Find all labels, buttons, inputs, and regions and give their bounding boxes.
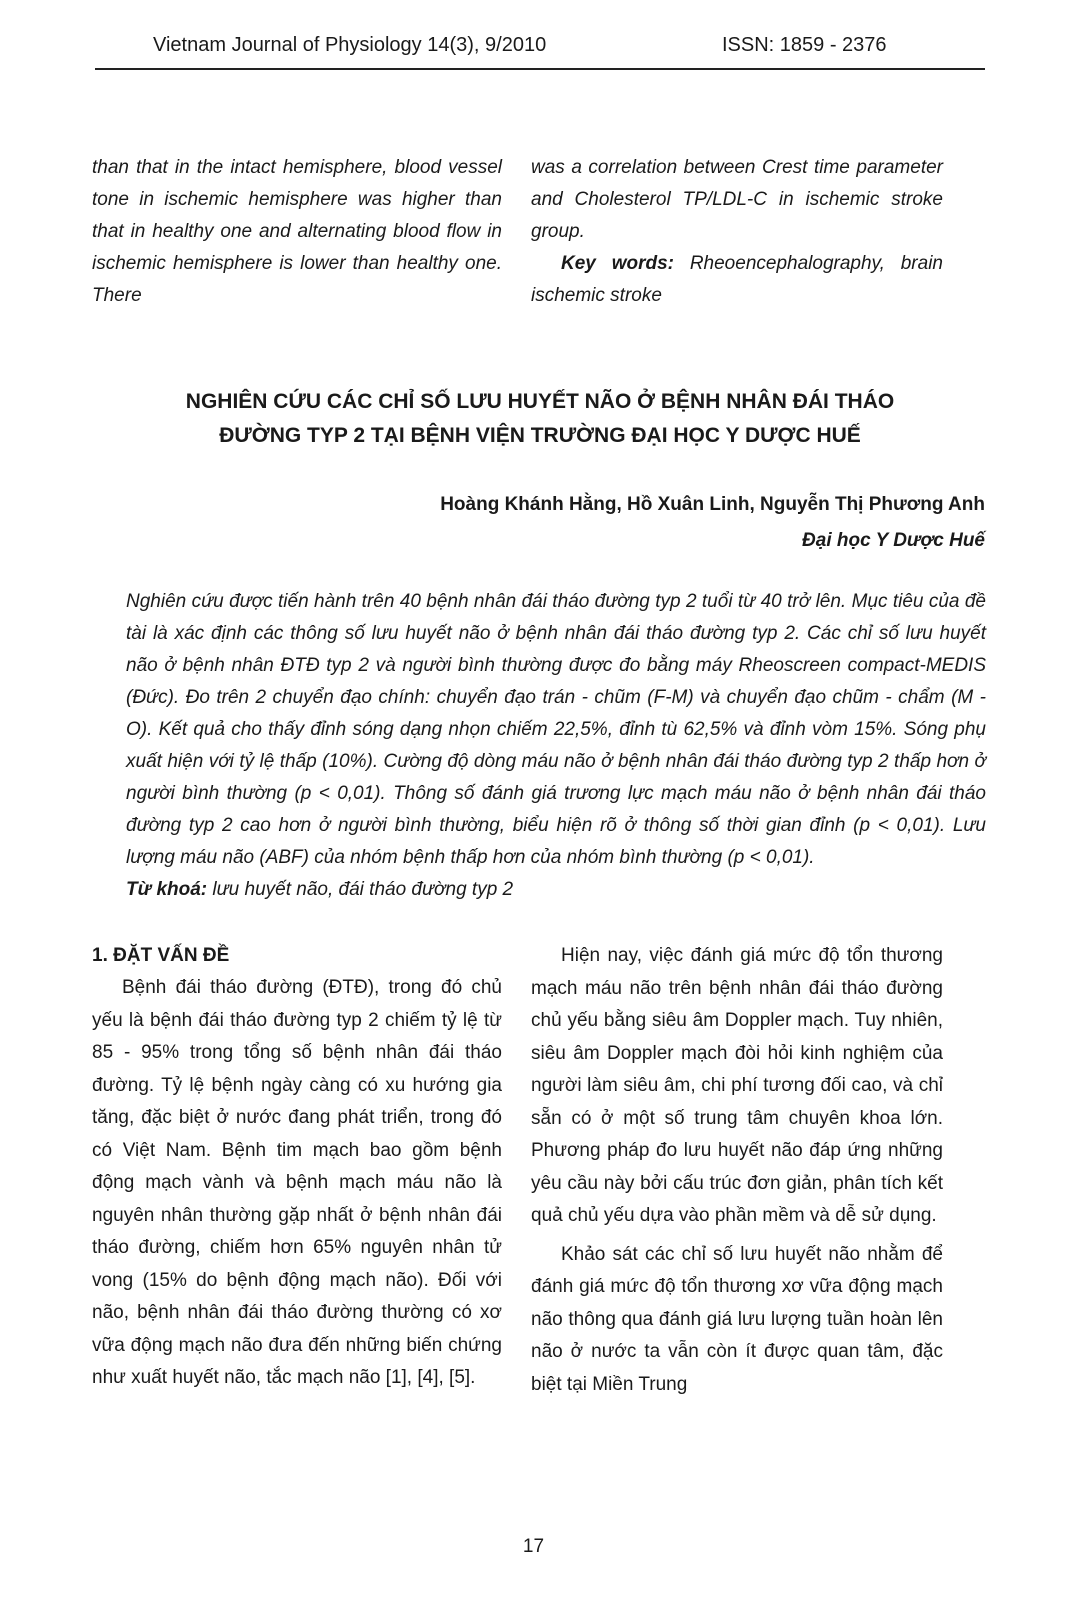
authors: Hoàng Khánh Hằng, Hồ Xuân Linh, Nguyễn Thị Phương Anh <box>440 494 985 515</box>
english-keywords <box>531 248 943 312</box>
abstract-text: Nghiên cứu được tiến hành trên 40 bệnh nhân đái tháo đường typ 2 tuổi từ 40 trở lên. Mục tiêu của đề tài là xác định các thông số lưu huyết não ở bệnh nhân đái tháo đường typ 2. Các chỉ số lưu huyết não ở bệnh nhân ĐTĐ typ 2 và người bình thường được đo bằng máy Rheoscreen compact-MEDIS (Đức). Đo trên 2 chuyển đạo chính: chuyển đạo trán - chũm (F-M) và chuyển đạo chũm - chẩm (M - O). Kết quả cho thấy đỉnh sóng dạng nhọn chiếm 22,5%, đỉnh tù 62,5% và đỉnh vòm 15%. Sóng phụ xuất hiện với tỷ lệ thấp (10%). Cường độ dòng máu não ở bệnh nhân đái tháo đường typ 2 thấp hơn ở người bình thường (p < 0,01). Thông số đánh giá trương lực mạch máu não ở bệnh nhân đái tháo đường typ 2 cao hơn ở người bình thường, biểu hiện rõ ở thông số thời gian đỉnh (p < 0,01). Lưu lượng máu não (ABF) của nhóm bệnh thấp hơn của nhóm bình thường (p < 0,01). <box>126 591 986 868</box>
article-title <box>95 385 985 453</box>
article-title-line-1: NGHIÊN CỨU CÁC CHỈ SỐ LƯU HUYẾT NÃO Ở BỆNH NHÂN ĐÁI THÁO <box>185 390 895 413</box>
english-keywords-text: Rheoencephalography, brain ischemic stroke <box>531 253 943 306</box>
english-abstract-left-text: than that in the intact hemisphere, blood vessel tone in ischemic hemisphere was higher than that in healthy one and alternating blood flow in ischemic hemisphere is lower than healthy one. There <box>92 157 502 306</box>
body-right-column <box>531 940 943 1401</box>
affiliation: Đại học Y Dược Huế <box>802 530 985 551</box>
intro-paragraph-3: Khảo sát các chỉ số lưu huyết não nhằm để đánh giá mức độ tổn thương xơ vữa động mạch não thông qua đánh giá lưu lượng tuần hoàn lên não ở nước ta vẫn còn ít được quan tâm, đặc biệt tại Miền Trung <box>531 1243 943 1395</box>
abstract-keywords-text: lưu huyết não, đái tháo đường typ 2 <box>212 879 514 900</box>
journal-name: Vietnam Journal of Physiology 14(3), 9/2010 <box>153 34 547 56</box>
english-abstract-right-column <box>531 152 943 312</box>
abstract-keywords <box>126 874 986 906</box>
english-keywords-label: Key words: <box>561 253 674 274</box>
english-abstract-right-text: was a correlation between Crest time parameter and Cholesterol TP/LDL-C in ischemic stroke group. <box>531 157 943 242</box>
section-heading: 1. ĐẶT VẤN ĐỀ <box>92 945 230 966</box>
intro-paragraph-2: Hiện nay, việc đánh giá mức độ tổn thương mạch máu não trên bệnh nhân đái tháo đường chủ yếu bằng siêu âm Doppler mạch. Tuy nhiên, siêu âm Doppler mạch đòi hỏi kinh nghiệm của người làm siêu âm, chi phí tương đối cao, và chỉ sẵn có ở một số trung tâm chuyên khoa lớn. Phương pháp đo lưu huyết não đáp ứng những yêu cầu này bởi cấu trúc đơn giản, phân tích kết quả chủ yếu dựa vào phần mềm và dễ sử dụng. <box>531 945 943 1226</box>
english-abstract-left-column <box>92 152 502 312</box>
page-number: 17 <box>522 1536 545 1557</box>
author-block <box>440 487 985 559</box>
header-rule <box>95 68 985 70</box>
body-left-column <box>92 940 502 1395</box>
issn: ISSN: 1859 - 2376 <box>722 34 887 56</box>
article-title-line-2: ĐƯỜNG TYP 2 TẠI BỆNH VIỆN TRƯỜNG ĐẠI HỌC Y DƯỢC HUẾ <box>219 424 861 447</box>
running-header <box>95 34 985 74</box>
vietnamese-abstract <box>126 586 986 906</box>
abstract-keywords-label: Từ khoá: <box>126 879 208 900</box>
intro-paragraph-1: Bệnh đái tháo đường (ĐTĐ), trong đó chủ yếu là bệnh đái tháo đường typ 2 chiếm tỷ lệ từ 85 - 95% trong tổng số bệnh nhân đái tháo đường. Tỷ lệ bệnh ngày càng có xu hướng gia tăng, đặc biệt ở nước đang phát triển, trong đó có Việt Nam. Bệnh tim mạch bao gồm bệnh động mạch vành và bệnh mạch máu não là nguyên nhân thường gặp nhất ở bệnh nhân đái tháo đường, chiếm hơn 65% nguyên nhân tử vong (15% do bệnh động mạch não). Đối với não, bệnh nhân đái tháo đường thường có xơ vữa động mạch não đưa đến những biến chứng như xuất huyết não, tắc mạch não [1], [4], [5]. <box>92 977 502 1388</box>
